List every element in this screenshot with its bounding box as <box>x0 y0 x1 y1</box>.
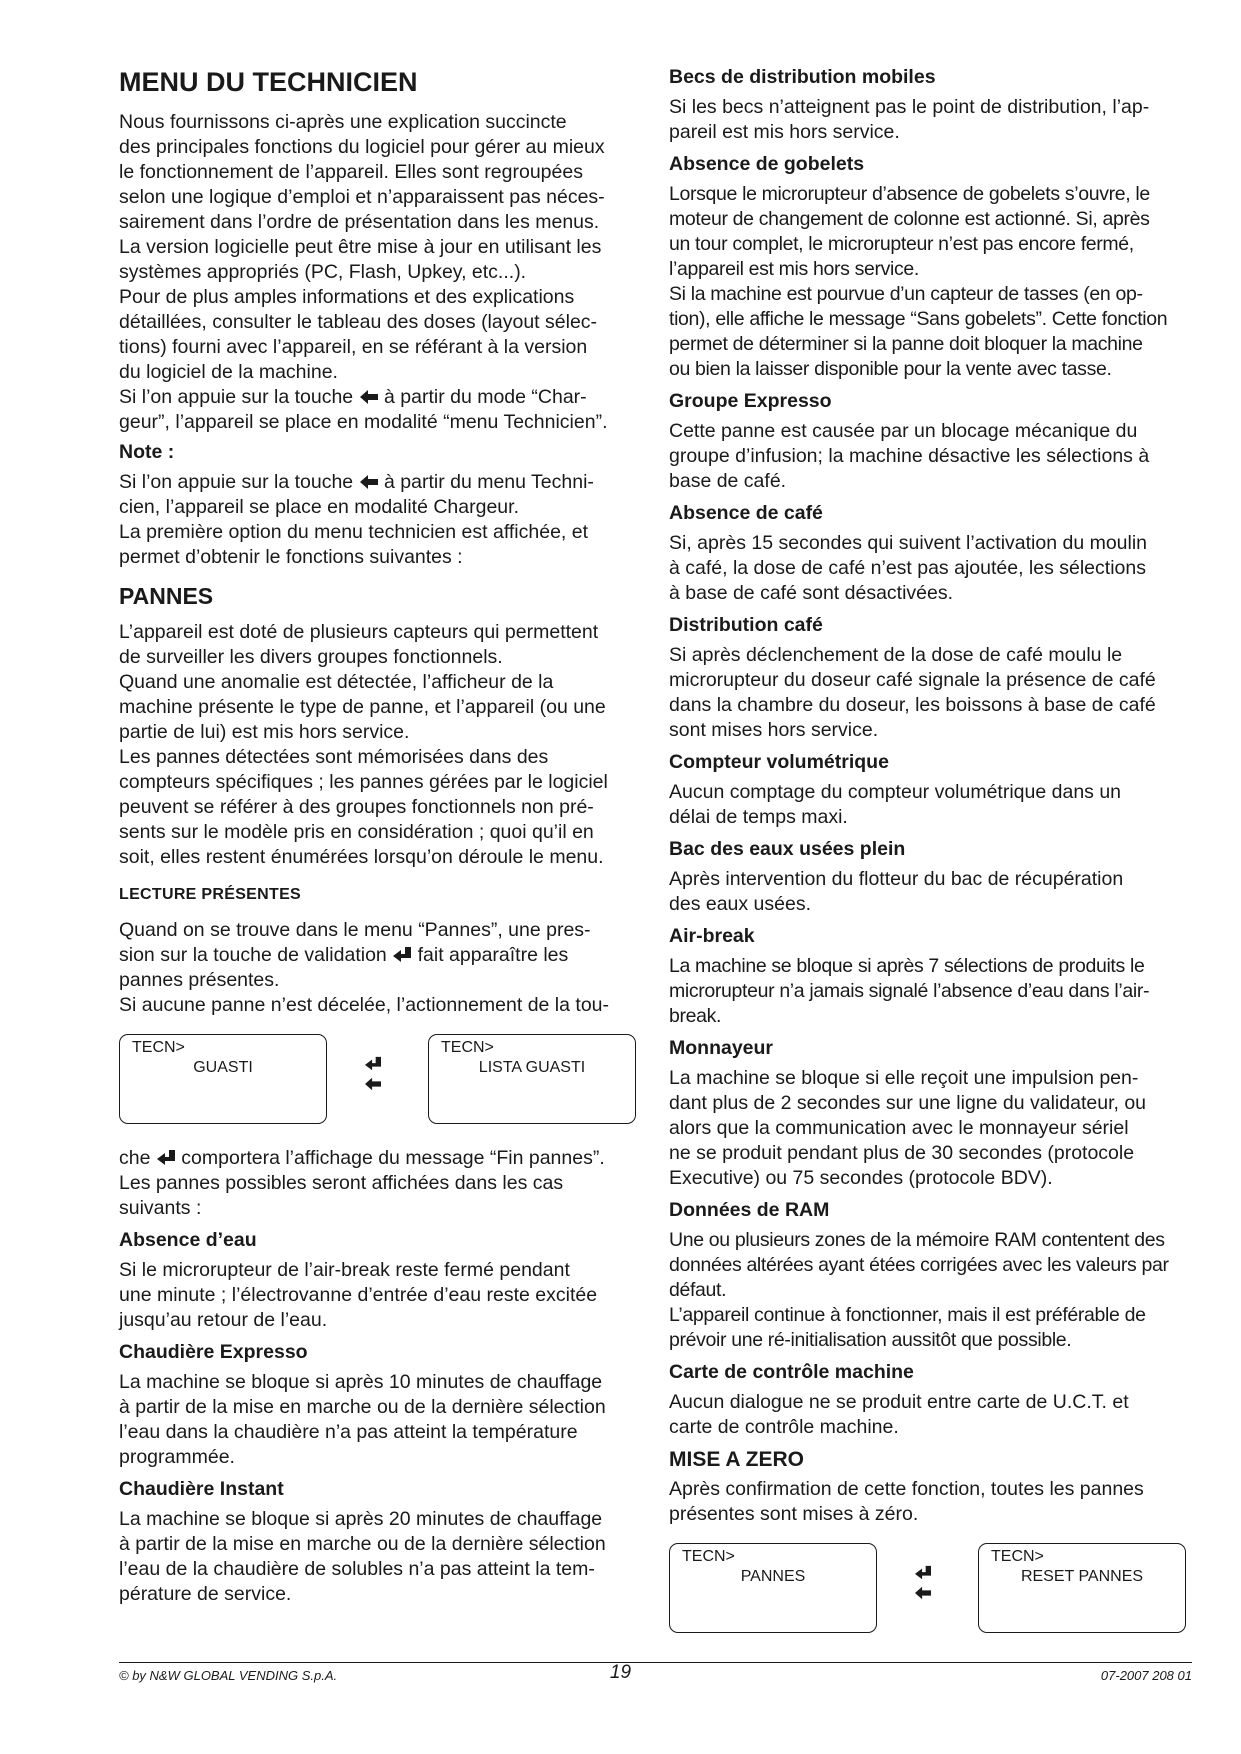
fault-title: Groupe Expresso <box>669 390 832 412</box>
fault-title: Air-break <box>669 925 755 947</box>
lcd-line2: RESET PANNES <box>1020 1568 1144 1585</box>
key-arrows <box>912 1565 934 1605</box>
note-label: Note : <box>119 441 175 463</box>
key-arrows <box>362 1056 384 1096</box>
fault-title: Bac des eaux usées plein <box>669 838 906 860</box>
mise-a-zero-heading: MISE A ZERO <box>669 1448 804 1471</box>
lcd-display-left <box>119 1034 327 1124</box>
fault-text: Aucun comptage du compteur volumétrique dans un délai de temps maxi. <box>669 781 1122 828</box>
lcd-line1: TECN> <box>441 1039 494 1056</box>
lcd-line2: PANNES <box>740 1568 806 1585</box>
lecture-paragraph: Quand on se trouve dans le menu “Pannes”, une pres- sion sur la touche de validation fait apparaître les pannes présentes. Si aucune panne n’est décelée, l’actionnement de la tou- <box>119 919 610 1016</box>
intro-key-paragraph: Si l’on appuie sur la touche à partir du mode “Char- geur”, l’appareil se place en modalité “menu Technicien”. <box>119 386 608 433</box>
fault-title: Absence de gobelets <box>669 153 865 175</box>
fault-title: Données de RAM <box>669 1199 830 1221</box>
lcd-line1: TECN> <box>132 1039 185 1056</box>
back-arrow-icon <box>359 473 379 491</box>
lcd-line1: TECN> <box>682 1548 735 1565</box>
fault-text: Si les becs n’atteignent pas le point de distribution, l’ap- pareil est mis hors service. <box>669 96 1150 143</box>
lcd-line2: LISTA GUASTI <box>478 1059 586 1076</box>
enter-arrow-icon <box>156 1149 176 1167</box>
page-number: 19 <box>609 1662 632 1683</box>
lecture-heading: LECTURE PRÉSENTES <box>119 886 302 903</box>
back-arrow-icon <box>359 388 379 406</box>
enter-arrow-icon <box>392 946 412 964</box>
fault-title: Absence de café <box>669 502 823 524</box>
page-title: MENU DU TECHNICIEN <box>119 67 418 97</box>
fault-text: Cette panne est causée par un blocage mécanique du groupe d’infusion; la machine désactive les sélections à base de café. <box>669 420 1150 492</box>
fault-title: Chaudière Instant <box>119 1478 284 1500</box>
fault-title: Chaudière Expresso <box>119 1341 308 1363</box>
fault-title: Absence d’eau <box>119 1229 257 1251</box>
fault-text: La machine se bloque si après 20 minutes de chauffage à partir de la mise en marche ou de la dernière sélection l’eau de la chaudière de solubles n’a pas atteint la tem- pérature de service. <box>119 1508 606 1605</box>
fault-text: La machine se bloque si après 7 sélections de produits le microrupteur n’a jamais signalé l’absence d’eau dans l’air- break. <box>669 955 1150 1027</box>
fault-title: Becs de distribution mobiles <box>669 66 936 88</box>
fault-text: Si après déclenchement de la dose de café moulu le microrupteur du doseur café signale la présence de café dans la chambre du doseur, les boissons à base de café sont mises hors service. <box>669 644 1156 741</box>
back-arrow-icon <box>914 1585 932 1601</box>
intro-paragraph: Nous fournissons ci-après une explication succincte des principales fonctions du logiciel pour gérer au mieux le fonctionnement de l’appareil. Elles sont regroupées selon une logique d’emploi et n’apparaissent pas néces- sairement dans l’ordre de présentation dans les menus. La version logicielle peut être mise à jour en utilisant les systèmes appropriés (PC, Flash, Upkey, etc...). Pour de plus amples informations et des explications détaillées, consulter le tableau des doses (layout sélec- tions) fourni avec l’appareil, en se référant à la version du logiciel de la machine. <box>119 111 605 383</box>
display-diagram-reset <box>669 1543 1194 1641</box>
enter-arrow-icon <box>364 1056 382 1072</box>
pannes-heading: PANNES <box>119 583 214 609</box>
footer-code: 07-2007 208 01 <box>1100 1668 1192 1683</box>
fault-text: Après intervention du flotteur du bac de récupération des eaux usées. <box>669 868 1124 915</box>
fault-text: Si, après 15 secondes qui suivent l’activation du moulin à café, la dose de café n’est pas ajoutée, les sélections à base de café sont désactivées. <box>669 532 1148 604</box>
fault-title: Distribution café <box>669 614 823 636</box>
enter-arrow-icon <box>914 1565 932 1581</box>
footer-copyright: © by N&W GLOBAL VENDING S.p.A. <box>119 1668 338 1683</box>
display-diagram-pannes <box>119 1034 639 1132</box>
fault-text: Si le microrupteur de l’air-break reste fermé pendant une minute ; l’électrovanne d’entrée d’eau reste excitée jusqu’au retour de l’eau. <box>119 1259 598 1331</box>
fault-title: Monnayeur <box>669 1037 774 1059</box>
fault-text: Une ou plusieurs zones de la mémoire RAM contentent des données altérées ayant étées corrigées avec les valeurs par défaut. L’appareil continue à fonctionner, mais il est préférable de prévoir une ré-initialisation aussitôt que possible. <box>669 1229 1169 1351</box>
lecture-continued-paragraph: che comportera l’affichage du message “Fin pannes”. Les pannes possibles seront affichées dans les cas suivants : <box>119 1147 605 1219</box>
right-column <box>669 60 1194 1655</box>
lcd-display-left <box>669 1543 877 1633</box>
fault-title: Compteur volumétrique <box>669 751 889 773</box>
lcd-line2: GUASTI <box>193 1059 253 1076</box>
fault-text: La machine se bloque si elle reçoit une impulsion pen- dant plus de 2 secondes sur une ligne du validateur, ou alors que la communication avec le monnayeur sériel ne se produit pendant plus de 30 secondes (protocole Executive) ou 75 secondes (protocole BDV). <box>669 1067 1147 1189</box>
lcd-display-right <box>978 1543 1186 1633</box>
back-arrow-icon <box>364 1076 382 1092</box>
mise-a-zero-paragraph: Après confirmation de cette fonction, toutes les pannes présentes sont mises à zéro. <box>669 1478 1144 1525</box>
lcd-line1: TECN> <box>991 1548 1044 1565</box>
fault-text: La machine se bloque si après 10 minutes de chauffage à partir de la mise en marche ou de la dernière sélection l’eau dans la chaudière n’a pas atteint la température programmée. <box>119 1371 606 1468</box>
fault-text: Aucun dialogue ne se produit entre carte de U.C.T. et carte de contrôle machine. <box>669 1391 1129 1438</box>
fault-text: Lorsque le microrupteur d’absence de gobelets s’ouvre, le moteur de changement de colonne est actionné. Si, après un tour complet, le microrupteur n’est pas encore fermé, l’appareil est mis hors service. Si la machine est pourvue d’un capteur de tasses (en op- tion), elle affiche le message “Sans gobelets”. Cette fonction permet de déterminer si la panne doit bloquer la machine ou bien la laisser disponible pour la vente avec tasse. <box>669 183 1168 380</box>
note-paragraph: Si l’on appuie sur la touche à partir du menu Techni- cien, l’appareil se place en modalité Chargeur. La première option du menu technicien est affichée, et permet d’obtenir le fonctions suivantes : <box>119 471 594 568</box>
lcd-display-right <box>428 1034 636 1124</box>
pannes-paragraph: L’appareil est doté de plusieurs capteurs qui permettent de surveiller les divers groupes fonctionnels. Quand une anomalie est détectée, l’afficheur de la machine présente le type de panne, et l’appareil (ou une partie de lui) est mis hors service. Les pannes détectées sont mémorisées dans des compteurs spécifiques ; les pannes gérées par le logiciel peuvent se référer à des groupes fonctionnels non pré- sents sur le modèle pris en considération ; quoi qu’il en soit, elles restent énumérées lorsqu’on déroule le menu. <box>119 621 608 868</box>
left-column <box>119 60 639 1607</box>
fault-title: Carte de contrôle machine <box>669 1361 914 1383</box>
